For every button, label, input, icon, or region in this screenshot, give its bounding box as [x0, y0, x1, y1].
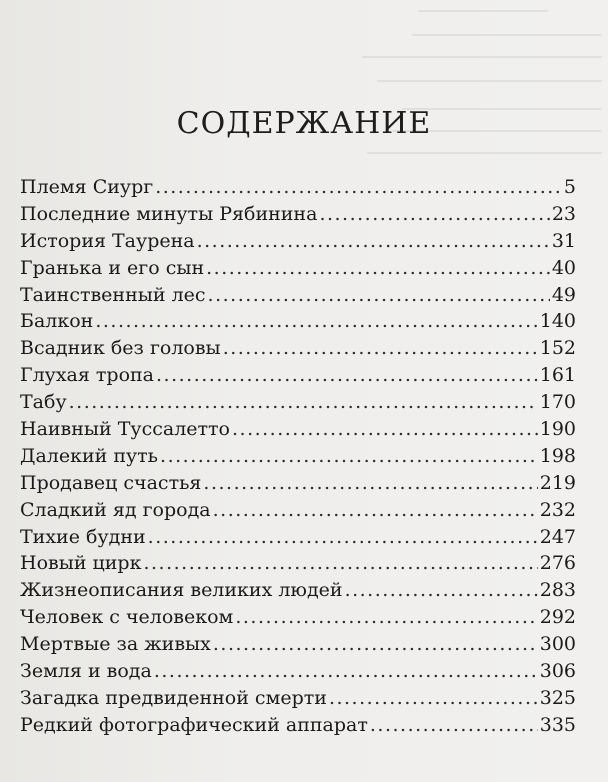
bleed-through-text	[288, 0, 608, 170]
dot-leader	[206, 255, 550, 282]
toc-title: Табу	[20, 391, 67, 414]
toc-entry	[20, 255, 576, 282]
toc-entry	[20, 685, 576, 712]
dot-leader	[69, 389, 538, 416]
dot-leader	[160, 443, 538, 470]
toc-page-number: 292	[539, 606, 576, 629]
toc-title: Земля и вода	[20, 660, 152, 683]
bleed-line	[418, 10, 548, 12]
toc-page-number: 219	[539, 471, 576, 494]
toc-entry	[20, 174, 576, 201]
dot-leader	[235, 604, 537, 631]
toc-entry	[20, 577, 576, 604]
toc-entry	[20, 201, 576, 228]
toc-entry	[20, 712, 576, 739]
toc-entry	[20, 282, 576, 309]
toc-title: Жизнеописания великих людей	[20, 579, 343, 602]
dot-leader	[156, 362, 538, 389]
bleed-line	[412, 34, 602, 36]
toc-title: Всадник без головы	[20, 337, 221, 360]
toc-entry	[20, 443, 576, 470]
toc-entry	[20, 416, 576, 443]
dot-leader	[370, 712, 538, 739]
dot-leader	[232, 416, 538, 443]
toc-page-number: 40	[551, 256, 576, 279]
toc-title: Мертвые за живых	[20, 633, 211, 656]
dot-leader	[319, 201, 549, 228]
toc-entry	[20, 631, 576, 658]
toc-title: История Таурена	[20, 229, 195, 252]
toc-page-number: 283	[539, 579, 576, 602]
toc-page-number: 198	[539, 444, 576, 467]
toc-title: Наивный Туссалетто	[20, 418, 230, 441]
dot-leader	[208, 282, 550, 309]
toc-entry	[20, 497, 576, 524]
toc-page-number: 325	[539, 686, 576, 709]
toc-title: Продавец счастья	[20, 471, 202, 494]
dot-leader	[143, 550, 537, 577]
toc-title: Сладкий яд города	[20, 498, 211, 521]
bleed-line	[377, 80, 602, 82]
toc-title: Тихие будни	[20, 525, 146, 548]
toc-page-number: 170	[539, 391, 576, 414]
toc-entry	[20, 228, 576, 255]
dot-leader	[197, 228, 550, 255]
toc-page-number: 161	[539, 364, 576, 387]
dot-leader	[155, 174, 562, 201]
toc-page-number: 306	[539, 660, 576, 683]
toc-page-number: 190	[539, 418, 576, 441]
toc-page-number: 49	[551, 283, 576, 306]
dot-leader	[154, 658, 538, 685]
toc-title: Племя Сиург	[20, 176, 154, 198]
toc-page-number: 300	[539, 633, 576, 656]
page-title: СОДЕРЖАНИЕ	[176, 106, 432, 142]
toc-page-number: 23	[551, 202, 576, 225]
toc-title: Далекий путь	[20, 444, 159, 467]
dot-leader	[223, 335, 538, 362]
toc-title: Таинственный лес	[20, 283, 206, 306]
dot-leader	[95, 308, 537, 335]
dot-leader	[213, 631, 538, 658]
toc-title: Последние минуты Рябинина	[20, 202, 318, 225]
toc-page-number: 31	[551, 229, 576, 252]
toc-page-number: 335	[539, 713, 576, 736]
dot-leader	[148, 524, 538, 551]
toc-page-number: 152	[539, 337, 576, 360]
toc-page-number: 5	[563, 176, 576, 198]
toc-entry	[20, 470, 576, 497]
toc-entry	[20, 362, 576, 389]
toc-entry	[20, 389, 576, 416]
dot-leader	[329, 685, 538, 712]
dot-leader	[203, 470, 537, 497]
toc-entry	[20, 335, 576, 362]
toc-entry	[20, 524, 576, 551]
toc-title: Гранька и его сын	[20, 256, 205, 279]
toc-entry	[20, 308, 576, 335]
toc-entry	[20, 658, 576, 685]
toc-entry	[20, 604, 576, 631]
toc-page-number: 140	[539, 310, 576, 333]
toc-title: Новый цирк	[20, 552, 142, 575]
toc-title: Глухая тропа	[20, 364, 155, 387]
toc-title: Редкий фотографический аппарат	[20, 713, 368, 736]
toc-page-number: 276	[539, 552, 576, 575]
bleed-line	[367, 152, 602, 154]
toc-title: Балкон	[20, 310, 94, 333]
table-of-contents	[20, 174, 576, 739]
dot-leader	[213, 497, 538, 524]
bleed-line	[362, 56, 602, 58]
toc-page-number: 232	[539, 498, 576, 521]
toc-title: Человек с человеком	[20, 606, 234, 629]
toc-page-number: 247	[539, 525, 576, 548]
dot-leader	[345, 577, 538, 604]
toc-entry	[20, 550, 576, 577]
toc-title: Загадка предвиденной смерти	[20, 686, 327, 709]
